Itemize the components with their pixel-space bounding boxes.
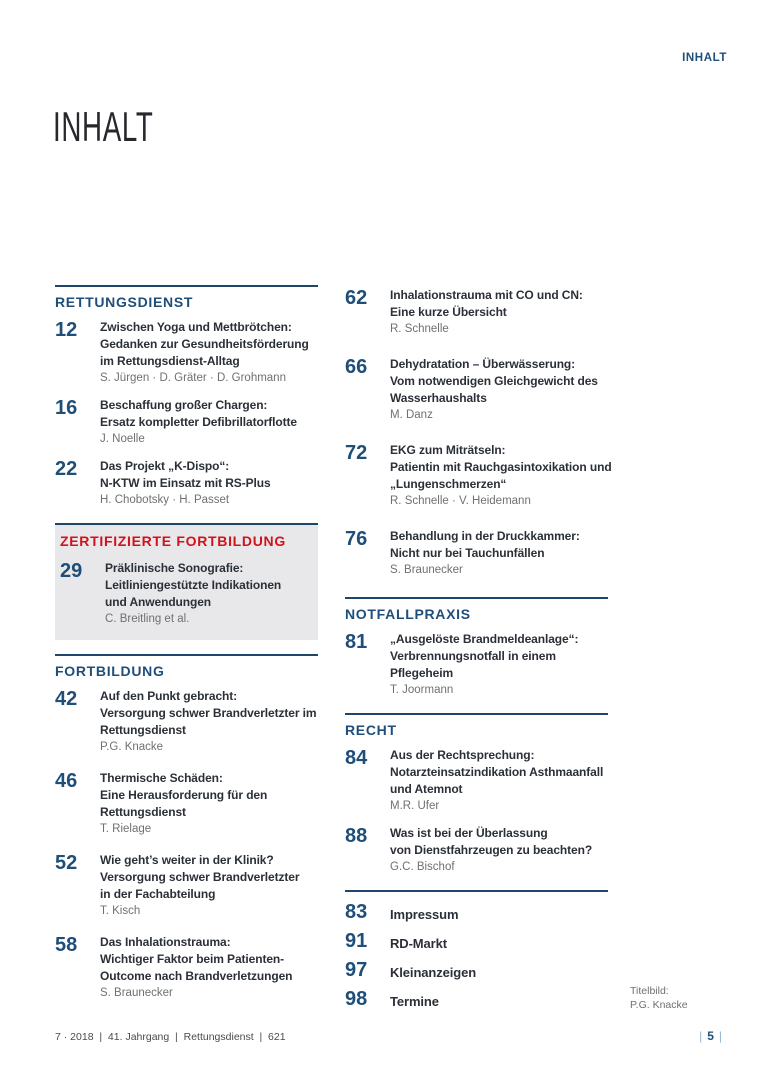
entry-title-line: Leitliniengestützte Indikationen bbox=[105, 578, 282, 592]
entry-title-line: Gedanken zur Gesundheitsförderung bbox=[100, 337, 309, 351]
section-divider bbox=[55, 285, 318, 287]
entry-title-line: Nicht nur bei Tauchunfällen bbox=[390, 546, 545, 560]
entry-body bbox=[390, 959, 608, 981]
entry-body bbox=[390, 356, 608, 424]
entry-title-line: Was ist bei der Überlassung bbox=[390, 826, 548, 840]
entry-title-line: Präklinische Sonografie: bbox=[105, 561, 244, 575]
entry-title-line: Wasserhaushalts bbox=[390, 391, 487, 405]
entry-title-line: RD-Markt bbox=[390, 936, 447, 951]
entry-title-line: Vom notwendigen Gleichgewicht des bbox=[390, 374, 598, 388]
toc-entry bbox=[345, 631, 608, 699]
entry-title bbox=[100, 397, 318, 431]
entry-title bbox=[390, 901, 608, 923]
entry-page-number: 52 bbox=[55, 852, 78, 874]
entry-body bbox=[100, 770, 318, 838]
entry-body bbox=[390, 287, 608, 338]
entry-body bbox=[100, 688, 318, 756]
entry-body bbox=[390, 442, 612, 510]
section-entries bbox=[60, 560, 312, 628]
section-heading: ZERTIFIZIERTE FORTBILDUNG bbox=[60, 533, 286, 549]
entry-body bbox=[100, 397, 318, 448]
entry-title-line: Zwischen Yoga und Mettbrötchen: bbox=[100, 320, 292, 334]
entry-authors: T. Rielage bbox=[100, 823, 152, 835]
entry-page-number: 66 bbox=[345, 356, 368, 378]
entry-title bbox=[390, 747, 608, 798]
entry-page-number: 46 bbox=[55, 770, 78, 792]
entry-body bbox=[390, 631, 608, 699]
entry-title-line: und Anwendungen bbox=[105, 595, 212, 609]
entry-title bbox=[100, 319, 318, 370]
entry-title-line: N-KTW im Einsatz mit RS-Plus bbox=[100, 476, 271, 490]
cover-credit-label: Titelbild: bbox=[630, 985, 669, 997]
section-heading: FORTBILDUNG bbox=[55, 663, 165, 679]
entry-body bbox=[390, 930, 608, 952]
entry-title-line: Auf den Punkt gebracht: bbox=[100, 689, 238, 703]
corner-section-label: INHALT bbox=[682, 52, 727, 64]
cover-credit bbox=[630, 984, 688, 1012]
footer-page-number bbox=[694, 1029, 727, 1043]
entry-page-number: 42 bbox=[55, 688, 78, 710]
section-entries bbox=[345, 747, 608, 876]
entry-title-line: Impressum bbox=[390, 907, 459, 922]
toc-column-left bbox=[55, 285, 318, 1016]
entry-body bbox=[100, 852, 318, 920]
toc-entry bbox=[345, 988, 608, 1010]
entry-title-line: „Ausgelöste Brandmeldeanlage“: bbox=[390, 632, 579, 646]
section-heading: RECHT bbox=[345, 722, 397, 738]
section-divider bbox=[55, 654, 318, 656]
entry-authors: H. Chobotsky · H. Passet bbox=[100, 494, 230, 506]
entry-title bbox=[390, 825, 608, 859]
entry-title-line: im Rettungsdienst-Alltag bbox=[100, 354, 240, 368]
entry-title-line: und Atemnot bbox=[390, 782, 463, 796]
toc-entry bbox=[60, 560, 312, 628]
entry-page-number: 12 bbox=[55, 319, 78, 341]
toc-entry bbox=[55, 770, 318, 838]
section-entries bbox=[345, 901, 608, 1010]
section-divider bbox=[345, 713, 608, 715]
entry-authors: T. Joormann bbox=[390, 684, 454, 696]
entry-title-line: Eine Herausforderung für den bbox=[100, 788, 268, 802]
entry-title bbox=[390, 930, 608, 952]
toc-entry bbox=[55, 319, 318, 387]
entry-title bbox=[100, 458, 318, 492]
entry-title-line: in der Fachabteilung bbox=[100, 887, 216, 901]
section-heading: RETTUNGSDIENST bbox=[55, 294, 194, 310]
entry-body bbox=[105, 560, 312, 628]
entry-title-line: Verbrennungsnotfall in einem bbox=[390, 649, 556, 663]
entry-title-line: Versorgung schwer Brandverletzter im bbox=[100, 706, 317, 720]
toc-entry bbox=[345, 901, 608, 923]
section-divider bbox=[345, 890, 608, 892]
entry-page-number: 88 bbox=[345, 825, 368, 847]
toc-section bbox=[345, 597, 608, 699]
entry-authors: P.G. Knacke bbox=[100, 741, 164, 753]
toc-entry bbox=[55, 397, 318, 448]
entry-body bbox=[390, 988, 608, 1010]
entry-authors: G.C. Bischof bbox=[390, 861, 455, 873]
entry-title bbox=[390, 356, 608, 407]
entry-title-line: Pflegeheim bbox=[390, 666, 454, 680]
section-divider bbox=[345, 597, 608, 599]
section-entries bbox=[345, 287, 612, 579]
toc-entry bbox=[345, 287, 608, 338]
toc-entry bbox=[55, 852, 318, 920]
entry-title bbox=[390, 631, 608, 682]
entry-authors: R. Schnelle bbox=[390, 323, 449, 335]
entry-title bbox=[105, 560, 312, 611]
entry-title-line: Rettungsdienst bbox=[100, 805, 186, 819]
entry-title-line: Das Projekt „K-Dispo“: bbox=[100, 459, 230, 473]
entry-title-line: Termine bbox=[390, 994, 439, 1009]
cover-credit-name: P.G. Knacke bbox=[630, 999, 688, 1011]
entry-page-number: 16 bbox=[55, 397, 78, 419]
page-title: INHALT bbox=[53, 103, 154, 150]
toc-entry bbox=[345, 356, 608, 424]
entry-title bbox=[100, 934, 318, 985]
entry-authors: M. Danz bbox=[390, 409, 433, 421]
entry-page-number: 83 bbox=[345, 901, 368, 923]
entry-title-line: Patientin mit Rauchgasintoxikation und bbox=[390, 460, 612, 474]
entry-title-line: von Dienstfahrzeugen zu beachten? bbox=[390, 843, 593, 857]
entry-body bbox=[100, 319, 318, 387]
entry-body bbox=[390, 825, 608, 876]
section-heading: NOTFALLPRAXIS bbox=[345, 606, 471, 622]
entry-page-number: 72 bbox=[345, 442, 368, 464]
entry-page-number: 84 bbox=[345, 747, 368, 769]
entry-title-line: Outcome nach Brandverletzungen bbox=[100, 969, 293, 983]
entry-title bbox=[390, 959, 608, 981]
toc-entry bbox=[345, 442, 612, 510]
toc-section bbox=[55, 523, 318, 640]
entry-title-line: Wichtiger Faktor beim Patienten- bbox=[100, 952, 285, 966]
toc-entry bbox=[345, 747, 608, 815]
entry-title-line: EKG zum Miträtseln: bbox=[390, 443, 506, 457]
toc-entry bbox=[345, 930, 608, 952]
entry-body bbox=[390, 528, 608, 579]
section-entries bbox=[55, 688, 318, 1002]
entry-body bbox=[100, 458, 318, 509]
entry-authors: C. Breitling et al. bbox=[105, 613, 190, 625]
entry-title-line: Eine kurze Übersicht bbox=[390, 305, 507, 319]
entry-title bbox=[390, 287, 608, 321]
entry-title-line: „Lungenschmerzen“ bbox=[390, 477, 507, 491]
entry-title bbox=[390, 442, 612, 493]
entry-title-line: Notarzteinsatzindikation Asthmaanfall bbox=[390, 765, 604, 779]
section-entries bbox=[345, 631, 608, 699]
footer-issue-line: 7 · 2018 | 41. Jahrgang | Rettungsdienst | 621 bbox=[55, 1031, 286, 1043]
entry-page-number: 29 bbox=[60, 560, 83, 582]
entry-title-line: Versorgung schwer Brandverletzter bbox=[100, 870, 300, 884]
toc-entry bbox=[345, 528, 608, 579]
entry-authors: S. Braunecker bbox=[100, 987, 173, 999]
entry-title-line: Dehydratation – Überwässerung: bbox=[390, 357, 576, 371]
entry-body bbox=[390, 901, 608, 923]
entry-authors: M.R. Ufer bbox=[390, 800, 440, 812]
entry-authors: S. Braunecker bbox=[390, 564, 463, 576]
page-number-separator-right: | bbox=[718, 1029, 722, 1043]
entry-body bbox=[390, 747, 608, 815]
entry-page-number: 98 bbox=[345, 988, 368, 1010]
entry-title-line: Inhalationstrauma mit CO und CN: bbox=[390, 288, 583, 302]
entry-page-number: 91 bbox=[345, 930, 368, 952]
toc-entry bbox=[55, 458, 318, 509]
entry-page-number: 76 bbox=[345, 528, 368, 550]
entry-authors: S. Jürgen · D. Gräter · D. Grohmann bbox=[100, 372, 286, 384]
toc-column-right bbox=[345, 285, 612, 1024]
entry-authors: R. Schnelle · V. Heidemann bbox=[390, 495, 531, 507]
entry-authors: T. Kisch bbox=[100, 905, 141, 917]
entry-body bbox=[100, 934, 318, 1002]
toc-entry bbox=[345, 959, 608, 981]
toc-section bbox=[345, 287, 612, 579]
page-number-value: 5 bbox=[707, 1029, 714, 1043]
entry-page-number: 81 bbox=[345, 631, 368, 653]
entry-title bbox=[100, 852, 318, 903]
entry-title-line: Kleinanzeigen bbox=[390, 965, 477, 980]
toc-entry bbox=[345, 825, 608, 876]
entry-title-line: Rettungsdienst bbox=[100, 723, 186, 737]
entry-page-number: 97 bbox=[345, 959, 368, 981]
toc-section bbox=[345, 713, 608, 876]
entry-title-line: Aus der Rechtsprechung: bbox=[390, 748, 535, 762]
toc-section bbox=[345, 890, 608, 1010]
entry-title bbox=[100, 770, 318, 821]
entry-title bbox=[390, 988, 608, 1010]
section-entries bbox=[55, 319, 318, 509]
entry-page-number: 62 bbox=[345, 287, 368, 309]
toc-section bbox=[55, 285, 318, 509]
entry-title-line: Das Inhalationstrauma: bbox=[100, 935, 231, 949]
entry-page-number: 22 bbox=[55, 458, 78, 480]
entry-title-line: Beschaffung großer Chargen: bbox=[100, 398, 268, 412]
entry-title-line: Behandlung in der Druckkammer: bbox=[390, 529, 580, 543]
entry-title-line: Ersatz kompletter Defibrillatorflotte bbox=[100, 415, 298, 429]
entry-title-line: Wie geht’s weiter in der Klinik? bbox=[100, 853, 274, 867]
toc-section bbox=[55, 654, 318, 1002]
entry-title bbox=[390, 528, 608, 562]
page-number-separator-left: | bbox=[699, 1029, 703, 1043]
toc-entry bbox=[55, 688, 318, 756]
entry-title-line: Thermische Schäden: bbox=[100, 771, 223, 785]
entry-title bbox=[100, 688, 318, 739]
toc-entry bbox=[55, 934, 318, 1002]
entry-authors: J. Noelle bbox=[100, 433, 145, 445]
entry-page-number: 58 bbox=[55, 934, 78, 956]
